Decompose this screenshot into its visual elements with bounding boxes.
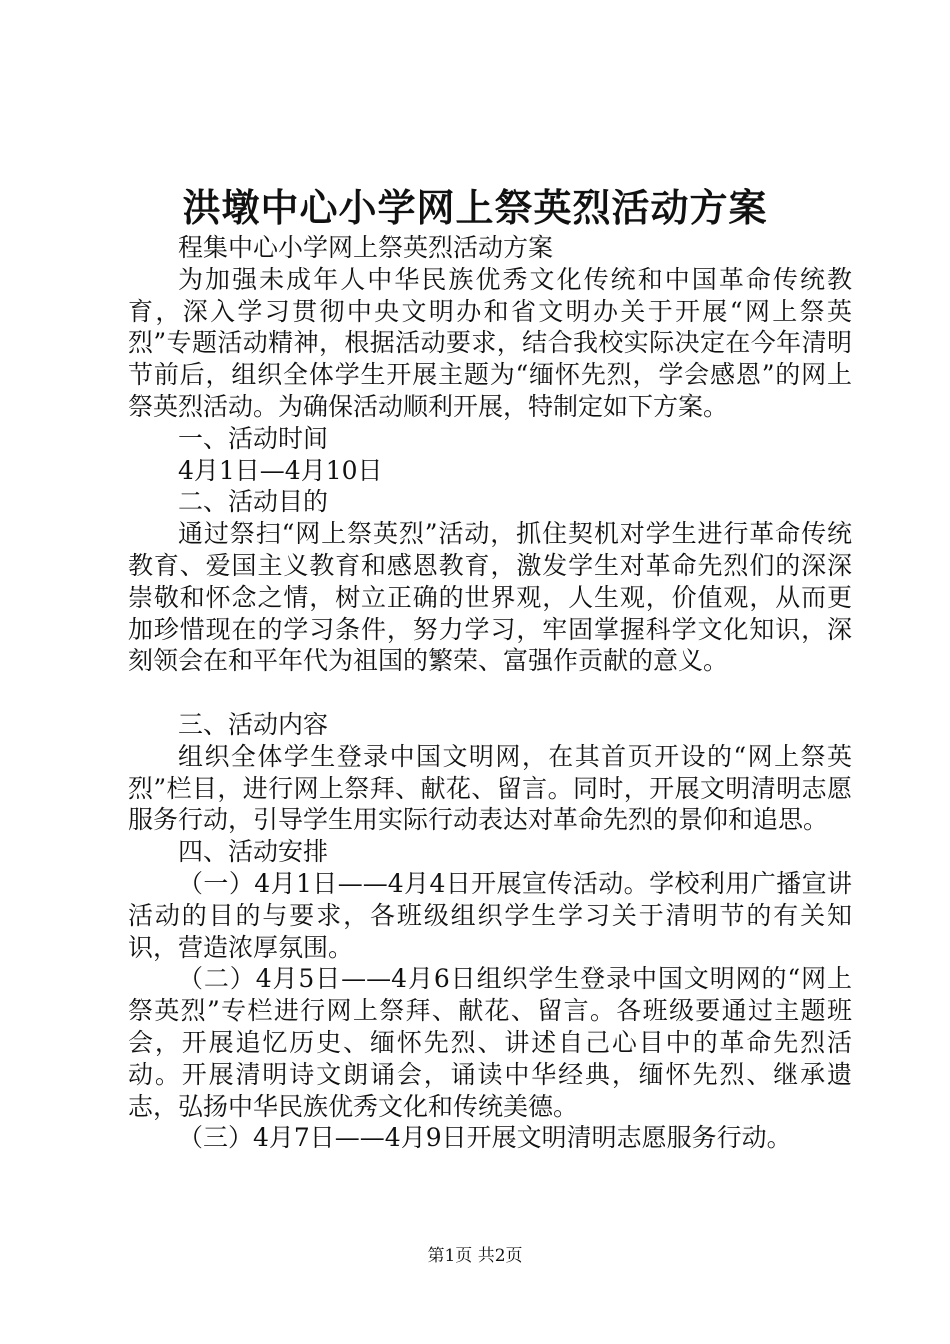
section-heading-purpose: 二、活动目的 — [178, 487, 329, 517]
intro-paragraph: 为加强未成年人中华民族优秀文化传统和中国革命传统教育，深入学习贯彻中央文明办和省文明办关于开展“网上祭英烈”专题活动精神，根据活动要求，结合我校实际决定在今年清明节前后，组织全体学生开展主题为“缅怀先烈，学会感恩”的网上祭英烈活动。为确保活动顺利开展，特制定如下方案。 — [128, 264, 852, 421]
section-heading-arrangement: 四、活动安排 — [178, 837, 329, 867]
arrangement-item-3: （三）4月7日——4月9日开展文明清明志愿服务行动。 — [178, 1123, 792, 1153]
arrangement-item-2: （二）4月5日——4月6日组织学生登录中国文明网的“网上祭英烈”专栏进行网上祭拜、献花、留言。各班级要通过主题班会，开展追忆历史、缅怀先烈、讲述自己心目中的革命先烈活动。开展清明诗文朗诵会，诵读中华经典，缅怀先烈、继承遗志，弘扬中华民族优秀文化和传统美德。 — [128, 964, 852, 1121]
content-paragraph: 组织全体学生登录中国文明网，在其首页开设的“网上祭英烈”栏目，进行网上祭拜、献花、留言。同时，开展文明清明志愿服务行动，引导学生用实际行动表达对革命先烈的景仰和追思。 — [128, 741, 852, 835]
document-body — [128, 232, 852, 1154]
document-title: 洪墩中心小学网上祭英烈活动方案 — [182, 185, 768, 230]
activity-date-range: 4月1日—4月10日 — [178, 455, 383, 485]
arrangement-item-1: （一）4月1日——4月4日开展宣传活动。学校利用广播宣讲活动的目的与要求，各班级组织学生学习关于清明节的有关知识，营造浓厚氛围。 — [128, 868, 852, 962]
page-footer: 第1页 共2页 — [427, 1246, 523, 1266]
subtitle-paragraph: 程集中心小学网上祭英烈活动方案 — [178, 233, 554, 262]
section-heading-content: 三、活动内容 — [178, 709, 329, 739]
purpose-paragraph: 通过祭扫“网上祭英烈”活动，抓住契机对学生进行革命传统教育、爱国主义教育和感恩教育，激发学生对革命先烈们的深深崇敬和怀念之情，树立正确的世界观，人生观，价值观，从而更加珍惜现在的学习条件，努力学习，牢固掌握科学文化知识，深刻领会在和平年代为祖国的繁荣、富强作贡献的意义。 — [128, 519, 852, 676]
section-heading-time: 一、活动时间 — [178, 423, 329, 453]
